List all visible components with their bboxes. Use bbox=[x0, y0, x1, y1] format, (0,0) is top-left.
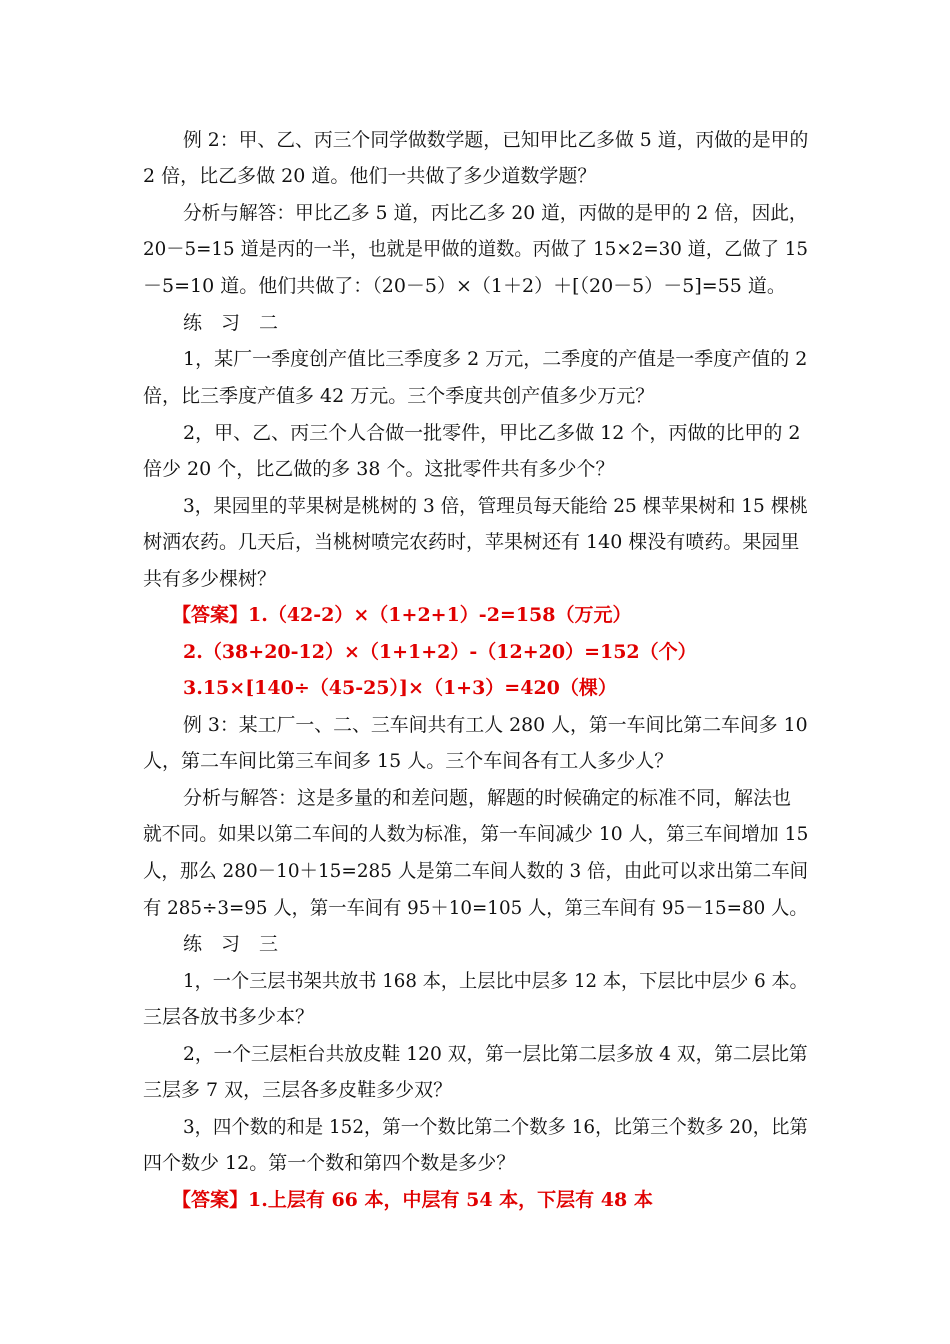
example-2-analysis-line-1: 分析与解答：甲比乙多 5 道，丙比乙多 20 道，丙做的是甲的 2 倍，因此， bbox=[183, 202, 808, 224]
example-2-question-line-1: 例 2：甲、乙、丙三个同学做数学题，已知甲比乙多做 5 道，丙做的是甲的 bbox=[183, 129, 809, 151]
example-3-question-line-1: 例 3：某工厂一、二、三车间共有工人 280 人，第一车间比第二车间多 10 bbox=[183, 714, 808, 736]
example-3-analysis-line-3: 人，那么 280－10＋15=285 人是第二车间人数的 3 倍，由此可以求出第二车间 bbox=[143, 860, 809, 882]
practice-3-question-1-line-1: 1，一个三层书架共放书 168 本，上层比中层多 12 本，下层比中层少 6 本。 bbox=[183, 970, 808, 992]
example-3-question-line-2: 人，第二车间比第三车间多 15 人。三个车间各有工人多少人？ bbox=[143, 750, 674, 772]
practice-2-question-3-line-2: 树洒农药。几天后，当桃树喷完农药时，苹果树还有 140 棵没有喷药。果园里 bbox=[143, 531, 800, 553]
practice-2-question-3-line-3: 共有多少棵树？ bbox=[143, 568, 277, 590]
practice-2-question-2-line-2: 倍少 20 个，比乙做的多 38 个。这批零件共有多少个？ bbox=[143, 458, 615, 480]
practice-3-question-1-line-2: 三层各放书多少本？ bbox=[143, 1006, 315, 1028]
practice-3-answer-1: 【答案】1.上层有 66 本，中层有 54 本，下层有 48 本 bbox=[172, 1189, 653, 1211]
example-2-analysis-line-3: －5=10 道。他们共做了：（20－5）×（1＋2）＋[（20－5）－5]=55 道。 bbox=[143, 275, 786, 297]
example-2-question-line-2: 2 倍，比乙多做 20 道。他们一共做了多少道数学题？ bbox=[143, 165, 597, 187]
example-2-analysis-line-2: 20－5=15 道是丙的一半，也就是甲做的道数。丙做了 15×2=30 道，乙做了 15 bbox=[143, 238, 808, 260]
practice-3-question-3-line-1: 3，四个数的和是 152，第一个数比第二个数多 16，比第三个数多 20，比第 bbox=[183, 1116, 808, 1138]
practice-2-question-1-line-1: 1，某厂一季度创产值比三季度多 2 万元，二季度的产值是一季度产值的 2 bbox=[183, 348, 808, 370]
practice-2-answer-1: 【答案】1.（42-2）×（1+2+1）-2=158（万元） bbox=[172, 604, 632, 626]
practice-3-question-2-line-1: 2，一个三层柜台共放皮鞋 120 双，第一层比第二层多放 4 双，第二层比第 bbox=[183, 1043, 808, 1065]
example-3-analysis-line-4: 有 285÷3=95 人，第一车间有 95＋10=105 人，第三车间有 95－15=80 人。 bbox=[143, 897, 808, 919]
practice-3-question-2-line-2: 三层多 7 双，三层各多皮鞋多少双？ bbox=[143, 1079, 453, 1101]
example-3-analysis-line-2: 就不同。如果以第二车间的人数为标准，第一车间减少 10 人，第三车间增加 15 bbox=[143, 823, 809, 845]
practice-3-question-3-line-2: 四个数少 12。第一个数和第四个数是多少？ bbox=[143, 1152, 516, 1174]
practice-2-answer-2: 2.（38+20-12）×（1+1+2）-（12+20）=152（个） bbox=[183, 641, 697, 663]
example-3-analysis-line-1: 分析与解答：这是多量的和差问题，解题的时候确定的标准不同，解法也 bbox=[183, 787, 792, 809]
practice-2-answer-3: 3.15×[140÷（45-25）]×（1+3）=420（棵） bbox=[183, 677, 617, 699]
practice-2-question-3-line-1: 3，果园里的苹果树是桃树的 3 倍，管理员每天能给 25 棵苹果树和 15 棵桃 bbox=[183, 495, 808, 517]
practice-2-title: 练 习 二 bbox=[183, 312, 279, 334]
practice-2-question-2-line-1: 2，甲、乙、丙三个人合做一批零件，甲比乙多做 12 个，丙做的比甲的 2 bbox=[183, 422, 801, 444]
practice-2-question-1-line-2: 倍，比三季度产值多 42 万元。三个季度共创产值多少万元？ bbox=[143, 385, 655, 407]
practice-3-title: 练 习 三 bbox=[183, 933, 279, 955]
